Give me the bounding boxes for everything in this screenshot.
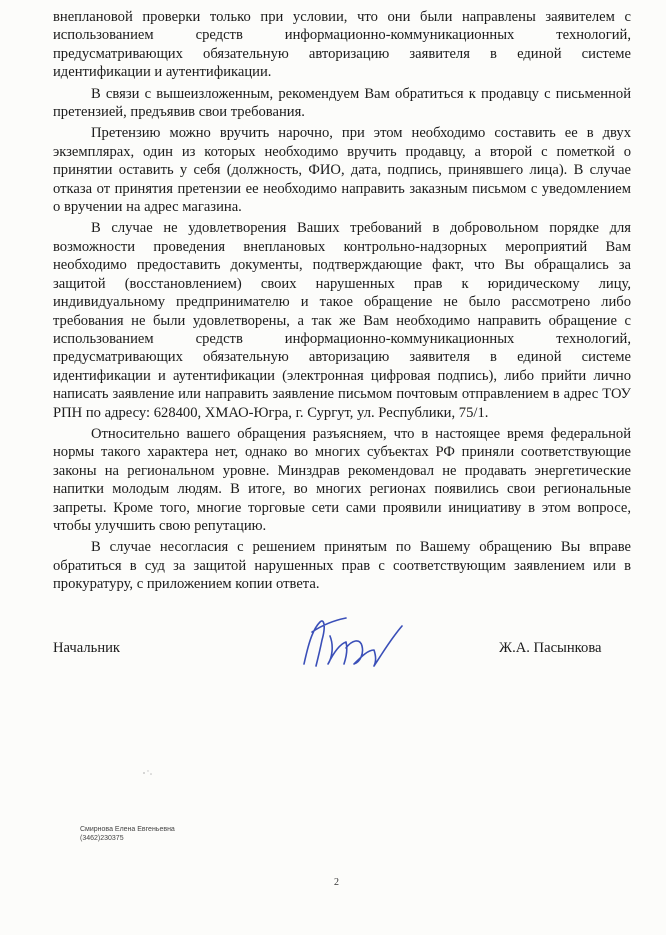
executor-name: Смирнова Елена Евгеньевна (80, 826, 175, 833)
letter-body (53, 8, 631, 594)
paragraph: внеплановой проверки только при условии, что они были направлены заявителем с использованием средств информационно-коммуникационных технологий, предусматривающих обязательную авторизацию заявителя в единой системе идентификации и аутентификации. (53, 9, 631, 81)
signatory-title: Начальник (53, 640, 121, 656)
page-number: 2 (334, 877, 339, 888)
handwritten-signature (290, 606, 410, 676)
paragraph: Претензию можно вручить нарочно, при этом необходимо составить ее в двух экземплярах, один из которых необходимо вручить продавцу, а второй с пометкой о принятии оставить у себя (должность, ФИО, дата, подпись, принявшего лица). В случае отказа от принятия претензии ее необходимо направить заказным письмом с уведомлением о вручении на адрес магазина. (53, 125, 631, 216)
paragraph: В случае несогласия с решением принятым по Вашему обращению Вы вправе обратиться в суд за защитой нарушенных прав с соответствующим заявлением или в прокуратуру, с приложением копии ответа. (53, 539, 631, 593)
paragraph: В связи с вышеизложенным, рекомендуем Вам обратиться к продавцу с письменной претензией, предъявив свои требования. (53, 85, 631, 121)
paragraph: Относительно вашего обращения разъясняем, что в настоящее время федеральной нормы такого характера нет, однако во многих субъектах РФ приняли соответствующие законы на региональном уровне. Минздрав рекомендовал не продавать энергетические напитки молодым людям. В итоге, во многих регионах появились свои региональные запреты. Кроме того, многие торговые сети сами проявили инициативу в этом вопросе, чтобы улучшить свою репутацию. (53, 425, 631, 534)
signatory-name: Ж.А. Пасынкова (499, 640, 602, 656)
scan-artifact (140, 768, 156, 778)
paragraph: В случае не удовлетворения Ваших требований в добровольном порядке для возможности проведения внеплановых контрольно-надзорных мероприятий Вам необходимо предоставить документы, подтверждающие факт, что Вы обращались за защитой (восстановлением) своих нарушенных прав к юридическому лицу, индивидуальному предпринимателю и такое обращение не было рассмотрено либо требования не были удовлетворены, а так же Вам необходимо направить обращение с использованием средств информационно-коммуникационных технологий, предусматривающих обязательную авторизацию заявителя в единой системе идентификации и аутентификации (электронная цифровая подпись), либо прийти лично написать заявление или направить заявление письмом почтовым отправлением в адрес ТОУ РПН по адресу: 628400, ХМАО-Югра, г. Сургут, ул. Республики, 75/1. (53, 220, 631, 421)
executor-info (80, 825, 175, 843)
executor-phone: (3462)230375 (80, 835, 124, 842)
